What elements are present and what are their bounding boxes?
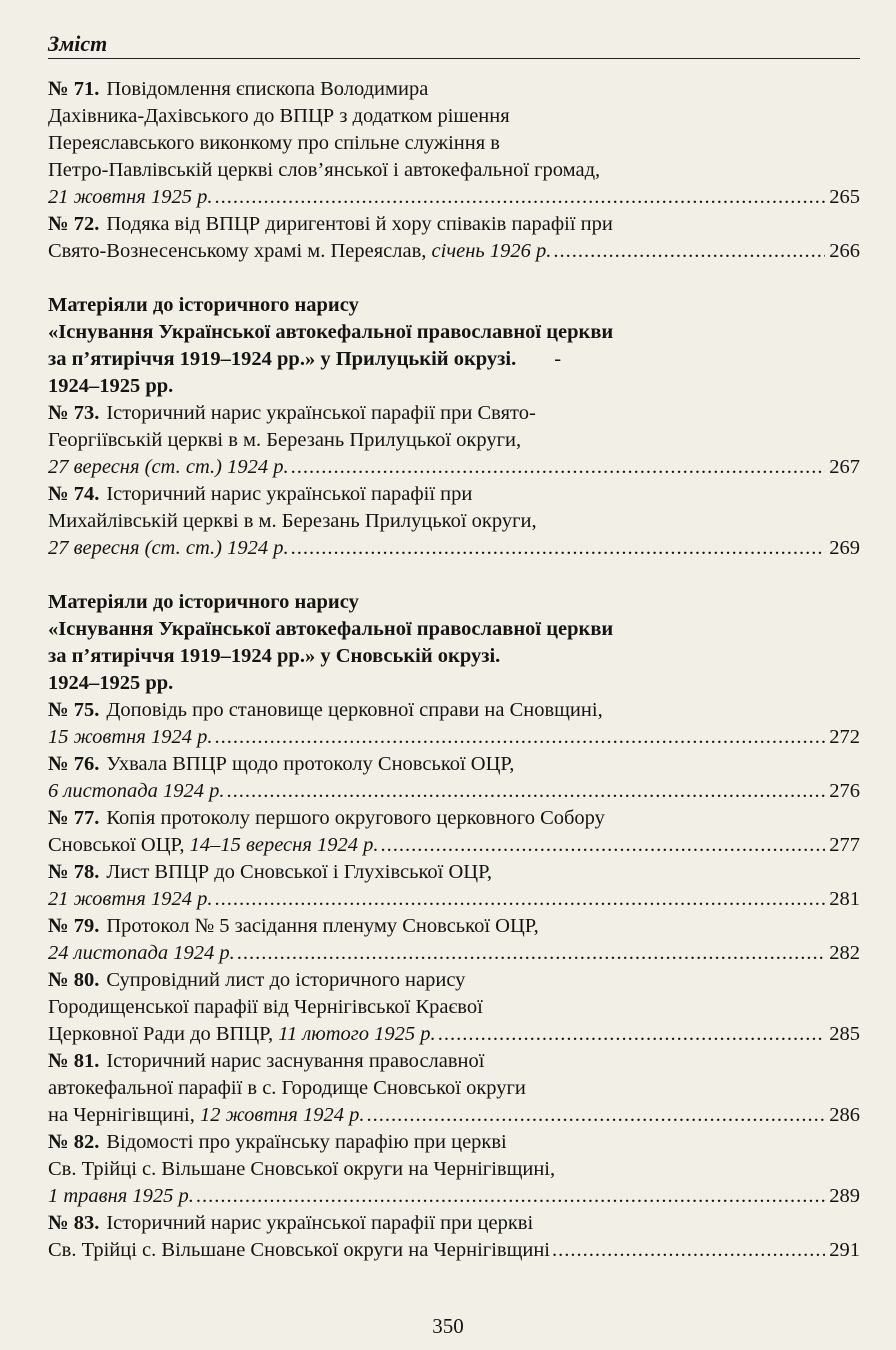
page-header: [48, 30, 860, 59]
entry-title-segment: Георгіївській церкві в м. Березань Прилуцької округи,: [48, 429, 522, 451]
entry-title-segment: Св. Трійці с. Вільшане Сновської округи на Чернігівщині,: [48, 1158, 556, 1180]
entry-date: 21 жовтня 1924 р.: [48, 888, 213, 910]
document-number: № 80.: [48, 969, 100, 991]
toc-entry-line: [48, 832, 860, 859]
entry-title-segment: Повідомлення єпископа Володимира: [106, 78, 429, 100]
document-number: № 74.: [48, 483, 100, 505]
entry-text: [106, 859, 492, 886]
entry-text: [106, 1210, 533, 1237]
entry-title-segment: Дахівника-Дахівського до ВПЦР з додатком рішення: [48, 105, 510, 127]
section-heading-text: Матеріяли до історичного нарису: [48, 294, 359, 316]
dot-leader: [552, 1237, 825, 1264]
toc-entry-line: [48, 724, 860, 751]
entry-text: [48, 994, 483, 1021]
entry-text: [106, 913, 538, 940]
dot-leader: [291, 454, 826, 481]
section-heading-line: [48, 346, 860, 373]
section-gap: [48, 562, 860, 589]
toc-entry-line: [48, 103, 860, 130]
dot-leader: [438, 1021, 826, 1048]
page-reference: 285: [829, 1023, 860, 1045]
entry-text: [48, 778, 224, 805]
entry-text: [48, 1237, 550, 1264]
toc-entry-line: [48, 1075, 860, 1102]
page-reference: 281: [829, 888, 860, 910]
toc-entry-line: [48, 1210, 860, 1237]
entry-text: [48, 724, 212, 751]
document-number: № 72.: [48, 213, 100, 235]
toc-entry-line: [48, 130, 860, 157]
document-number: № 73.: [48, 402, 100, 424]
entry-title-segment: Лист ВПЦР до Сновської і Глухівської ОЦР,: [106, 861, 493, 883]
entry-text: [48, 238, 551, 265]
toc-entry-line: [48, 994, 860, 1021]
entry-title-segment: Історичний нарис української парафії при Свято-: [106, 402, 536, 424]
entry-date: 27 вересня (ст. ст.) 1924 р.: [48, 456, 289, 478]
entry-text: [48, 184, 212, 211]
entry-text: [48, 1102, 364, 1129]
entry-title-segment: Городищенської парафії від Чернігівської Краєвої: [48, 996, 483, 1018]
dot-leader: [214, 886, 825, 913]
entry-title-segment: Подяка від ВПЦР диригентові й хору співаків парафії при: [106, 213, 613, 235]
page-reference: 276: [829, 780, 860, 802]
toc-entry-line: [48, 1102, 860, 1129]
toc-entry-line: [48, 1156, 860, 1183]
section-gap: [48, 265, 860, 292]
toc-entry: [48, 1048, 860, 1129]
entry-date: 27 вересня (ст. ст.) 1924 р.: [48, 537, 289, 559]
entry-title-segment: Історичний нарис заснування православної: [106, 1050, 485, 1072]
document-number: № 79.: [48, 915, 100, 937]
entry-text: [48, 130, 500, 157]
entry-text: [106, 76, 428, 103]
entry-text: [106, 1048, 484, 1075]
entry-title-segment: Історичний нарис української парафії при церкві: [106, 1212, 534, 1234]
entry-date: 11 лютого 1925 р.: [278, 1023, 436, 1045]
entry-title-segment: Супровідний лист до історичного нарису: [106, 969, 466, 991]
entry-title-segment: Доповідь про становище церковної справи на Сновщині,: [106, 699, 603, 721]
toc-entry-line: [48, 805, 860, 832]
toc-entry-line: [48, 76, 860, 103]
entry-text: [106, 481, 472, 508]
dot-leader: [291, 535, 826, 562]
entry-date: 14–15 вересня 1924 р.: [189, 834, 379, 856]
toc-entry-line: [48, 211, 860, 238]
toc-entry-line: [48, 508, 860, 535]
entry-date: 6 листопада 1924 р.: [48, 780, 225, 802]
dot-leader: [366, 1102, 825, 1129]
toc-entry-line: [48, 1129, 860, 1156]
dot-leader: [214, 724, 825, 751]
toc-entry: [48, 1210, 860, 1264]
toc-entry-line: [48, 967, 860, 994]
document-number: № 78.: [48, 861, 100, 883]
page-reference: 291: [829, 1239, 860, 1261]
document-number: № 77.: [48, 807, 100, 829]
entry-date: 24 листопада 1924 р.: [48, 942, 235, 964]
toc-entry-line: [48, 454, 860, 481]
header-title: Зміст: [48, 31, 108, 56]
section-heading-line: [48, 670, 860, 697]
stray-dash-mark: -: [554, 348, 562, 370]
toc-entry-line: [48, 1183, 860, 1210]
entry-title-segment: Протокол № 5 засідання пленуму Сновської ОЦР,: [106, 915, 539, 937]
toc-entry: [48, 967, 860, 1048]
entry-date: 12 жовтня 1924 р.: [200, 1104, 365, 1126]
entry-text: [106, 751, 514, 778]
toc-entry-line: [48, 1048, 860, 1075]
entry-date: 1 травня 1925 р.: [48, 1185, 194, 1207]
toc-entry-line: [48, 481, 860, 508]
toc-entry-line: [48, 400, 860, 427]
entry-text: [48, 886, 212, 913]
dot-leader: [553, 238, 825, 265]
entry-title-segment: Ухвала ВПЦР щодо протоколу Сновської ОЦР,: [106, 753, 515, 775]
entry-text: [48, 940, 235, 967]
section-heading-text: за п’ятиріччя 1919–1924 рр.» у Прилуцькій окрузі.: [48, 348, 517, 370]
document-number: № 75.: [48, 699, 100, 721]
entry-text: [48, 427, 521, 454]
toc-entry: [48, 76, 860, 211]
entry-title-segment: Історичний нарис української парафії при: [106, 483, 473, 505]
page-reference: 282: [829, 942, 860, 964]
entry-title-segment: Церковної Ради до ВПЦР,: [48, 1023, 279, 1045]
entry-title-segment: Св. Трійці с. Вільшане Сновської округи на Чернігівщині: [48, 1239, 550, 1261]
entry-title-segment: Михайлівській церкві в м. Березань Прилуцької округи,: [48, 510, 537, 532]
toc-entry-line: [48, 535, 860, 562]
entry-title-segment: на Чернігівщині,: [48, 1104, 200, 1126]
dot-leader: [226, 778, 825, 805]
entry-title-segment: Відомості про українську парафію при церкві: [106, 1131, 507, 1153]
section-heading-line: [48, 319, 860, 346]
toc-entry-line: [48, 913, 860, 940]
dot-leader: [380, 832, 825, 859]
toc-entry-line: [48, 184, 860, 211]
entry-text: [48, 1021, 436, 1048]
toc-entry-line: [48, 859, 860, 886]
toc-entry: [48, 913, 860, 967]
toc-entry-line: [48, 157, 860, 184]
document-number: № 76.: [48, 753, 100, 775]
entry-text: [48, 508, 537, 535]
toc-entry: [48, 1129, 860, 1210]
toc-entry-line: [48, 778, 860, 805]
entry-text: [106, 400, 535, 427]
entry-title-segment: Переяславського виконкому про спільне служіння в: [48, 132, 500, 154]
section-heading-line: [48, 292, 860, 319]
section-heading-line: [48, 373, 860, 400]
entry-text: [106, 967, 465, 994]
toc-entry-line: [48, 427, 860, 454]
page-reference: 267: [829, 456, 860, 478]
entry-title-segment: автокефальної парафії в с. Городище Сновської округи: [48, 1077, 526, 1099]
document-number: № 71.: [48, 78, 100, 100]
toc-entry-line: [48, 1237, 860, 1264]
entry-title-segment: Петро-Павлівській церкві слов’янської і автокефальної громад,: [48, 159, 601, 181]
section-heading-line: [48, 643, 860, 670]
document-number: № 82.: [48, 1131, 100, 1153]
entry-text: [106, 211, 613, 238]
entry-text: [106, 805, 605, 832]
table-of-contents: [48, 76, 860, 1264]
entry-date: січень 1926 р.: [431, 240, 552, 262]
page-reference: 269: [829, 537, 860, 559]
toc-entry-line: [48, 751, 860, 778]
entry-text: [48, 535, 289, 562]
section-heading-text: 1924–1925 рр.: [48, 375, 174, 397]
section-heading-line: [48, 589, 860, 616]
section-heading-text: 1924–1925 рр.: [48, 672, 174, 694]
entry-text: [48, 103, 510, 130]
entry-text: [48, 157, 600, 184]
page-reference: 266: [829, 240, 860, 262]
toc-entry: [48, 400, 860, 481]
section-heading-line: [48, 616, 860, 643]
document-number: № 81.: [48, 1050, 100, 1072]
page-reference: 289: [829, 1185, 860, 1207]
toc-entry: [48, 859, 860, 913]
entry-date: 21 жовтня 1925 р.: [48, 186, 213, 208]
entry-text: [48, 832, 378, 859]
page-number: 350: [432, 1314, 464, 1338]
entry-text: [48, 454, 289, 481]
toc-entry: [48, 697, 860, 751]
toc-entry: [48, 481, 860, 562]
toc-entry-line: [48, 697, 860, 724]
entry-date: 15 жовтня 1924 р.: [48, 726, 213, 748]
toc-entry: [48, 805, 860, 859]
document-number: № 83.: [48, 1212, 100, 1234]
toc-entry: [48, 211, 860, 265]
entry-title-segment: Свято-Вознесенському храмі м. Переяслав,: [48, 240, 432, 262]
toc-entry-line: [48, 940, 860, 967]
dot-leader: [237, 940, 826, 967]
section-heading-text: «Існування Української автокефальної православної церкви: [48, 321, 614, 343]
section-heading-text: за п’ятиріччя 1919–1924 рр.» у Сновській окрузі.: [48, 645, 501, 667]
entry-text: [106, 697, 602, 724]
toc-entry: [48, 751, 860, 805]
entry-text: [48, 1075, 526, 1102]
toc-entry-line: [48, 886, 860, 913]
page-reference: 277: [829, 834, 860, 856]
page-reference: 286: [829, 1104, 860, 1126]
entry-text: [106, 1129, 506, 1156]
entry-text: [48, 1156, 555, 1183]
section-heading-text: «Існування Української автокефальної православної церкви: [48, 618, 614, 640]
entry-title-segment: Сновської ОЦР,: [48, 834, 190, 856]
page-reference: 265: [829, 186, 860, 208]
toc-entry-line: [48, 238, 860, 265]
page-reference: 272: [829, 726, 860, 748]
dot-leader: [196, 1183, 825, 1210]
entry-title-segment: Копія протоколу першого округового церковного Собору: [106, 807, 605, 829]
entry-text: [48, 1183, 194, 1210]
toc-entry-line: [48, 1021, 860, 1048]
dot-leader: [214, 184, 825, 211]
section-heading-text: Матеріяли до історичного нарису: [48, 591, 359, 613]
